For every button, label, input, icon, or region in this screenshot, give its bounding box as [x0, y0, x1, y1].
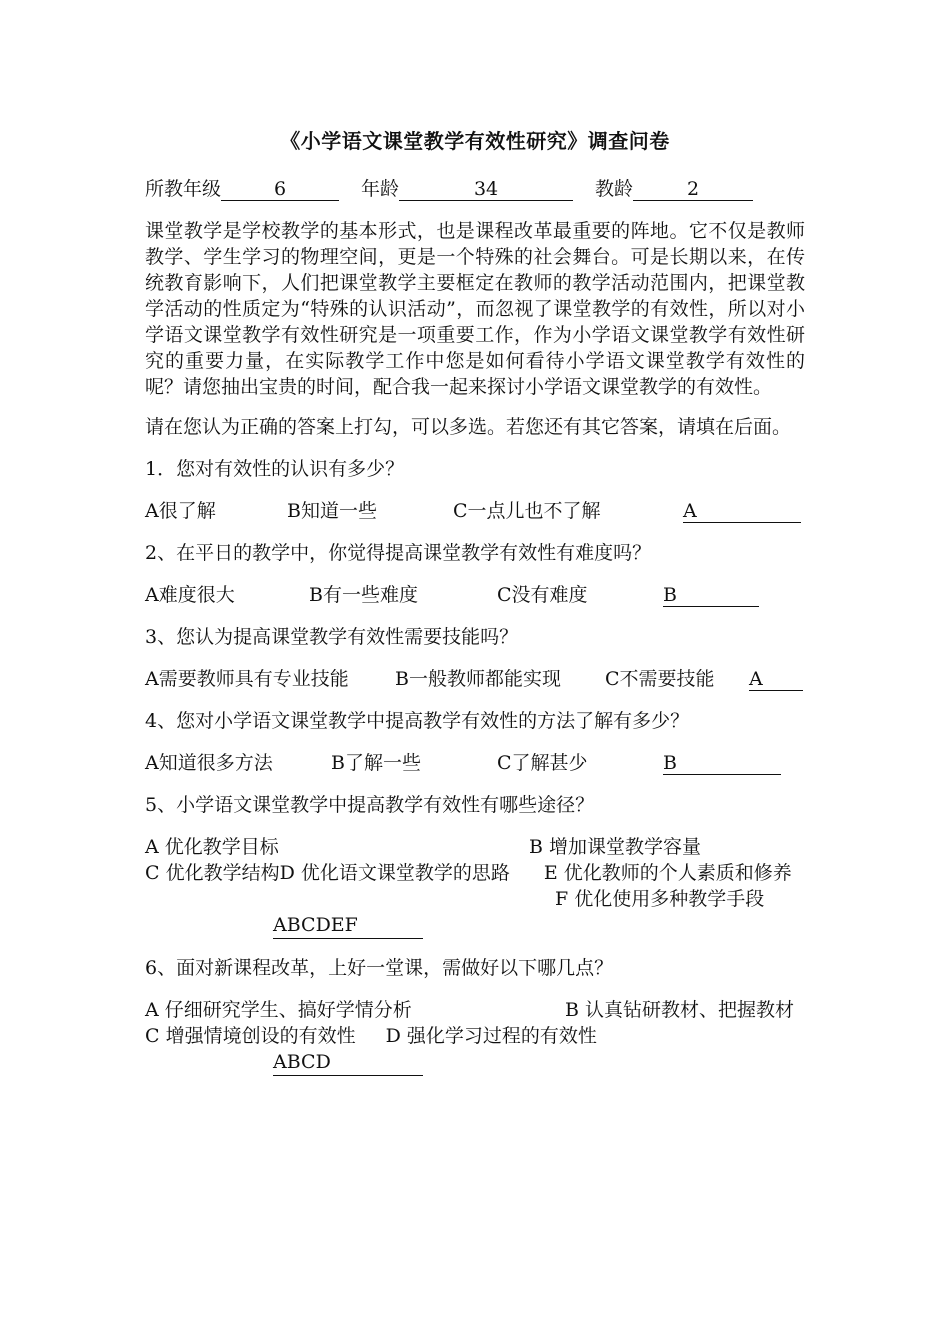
option-c[interactable]: C了解甚少 [497, 752, 588, 774]
question-2-options [145, 582, 805, 608]
option-c[interactable]: C 增强情境创设的有效性 [145, 1025, 356, 1047]
question-1: 1．您对有效性的认识有多少？ [145, 458, 405, 480]
option-c[interactable]: C 优化教学结构 [145, 862, 280, 884]
question-2-answer[interactable]: B [663, 584, 759, 607]
option-b[interactable]: B 增加课堂教学容量 [529, 836, 702, 858]
grade-value[interactable]: 6 [221, 178, 339, 201]
option-b[interactable]: B知道一些 [287, 500, 377, 522]
option-b[interactable]: B 认真钻研教材、把握教材 [565, 999, 795, 1021]
age-value[interactable]: 34 [399, 178, 573, 201]
question-3-answer[interactable]: A [749, 668, 803, 691]
question-6: 6、面对新课程改革，上好一堂课，需做好以下哪几点？ [145, 957, 614, 979]
document-title: 《小学语文课堂教学有效性研究》调查问卷 [280, 129, 670, 153]
questionnaire-page [145, 125, 805, 1076]
question-3-options [145, 666, 805, 692]
instruction-paragraph: 请在您认为正确的答案上打勾，可以多选。若您还有其它答案，请填在后面。 [145, 416, 792, 438]
option-d[interactable]: D 优化语文课堂教学的思路 [279, 862, 510, 884]
question-4: 4、您对小学语文课堂教学中提高教学有效性的方法了解有多少？ [145, 710, 690, 732]
option-c[interactable]: C不需要技能 [605, 668, 715, 690]
question-5-answer[interactable]: ABCDEF [273, 912, 423, 939]
option-b[interactable]: B一般教师都能实现 [395, 668, 561, 690]
option-c[interactable]: C一点儿也不了解 [453, 500, 601, 522]
question-1-options [145, 498, 805, 524]
option-a[interactable]: A知道很多方法 [145, 752, 273, 774]
intro-paragraph: 课堂教学是学校教学的基本形式，也是课程改革最重要的阵地。它不仅是教师教学、学生学习的物理空间，更是一个特殊的社会舞台。可是长期以来，在传统教育影响下，人们把课堂教学主要框定在教师的教学活动范围内，把课堂教学活动的性质定为“特殊的认识活动”，而忽视了课堂教学的有效性，所以对小学语文课堂教学有效性研究是一项重要工作，作为小学语文课堂教学有效性研究的重要力量，在实际教学工作中您是如何看待小学语文课堂教学有效性的呢？请您抽出宝贵的时间，配合我一起来探讨小学语文课堂教学的有效性。 [145, 220, 805, 398]
option-a[interactable]: A很了解 [145, 500, 216, 522]
option-a[interactable]: A 优化教学目标 [145, 836, 279, 858]
question-5: 5、小学语文课堂教学中提高教学有效性有哪些途径？ [145, 794, 595, 816]
teaching-years-label: 教龄 [595, 178, 634, 200]
option-b[interactable]: B了解一些 [331, 752, 421, 774]
question-2: 2、在平日的教学中，你觉得提高课堂教学有效性有难度吗？ [145, 542, 652, 564]
question-1-answer[interactable]: A [683, 500, 801, 523]
option-d[interactable]: D 强化学习过程的有效性 [385, 1025, 597, 1047]
option-b[interactable]: B有一些难度 [309, 584, 418, 606]
teacher-info-line [145, 176, 805, 202]
option-a[interactable]: A需要教师具有专业技能 [145, 668, 349, 690]
grade-label: 所教年级 [145, 178, 222, 200]
question-6-answer[interactable]: ABCD [273, 1049, 423, 1076]
age-label: 年龄 [361, 178, 400, 200]
option-a[interactable]: A难度很大 [145, 584, 235, 606]
question-6-options [145, 997, 805, 1076]
option-a[interactable]: A 仔细研究学生、搞好学情分析 [145, 999, 412, 1021]
question-4-answer[interactable]: B [663, 752, 781, 775]
teaching-years-value[interactable]: 2 [633, 178, 753, 201]
question-4-options [145, 750, 805, 776]
option-c[interactable]: C没有难度 [497, 584, 588, 606]
question-5-options [145, 834, 805, 939]
question-3: 3、您认为提高课堂教学有效性需要技能吗？ [145, 626, 519, 648]
option-e[interactable]: E 优化教师的个人素质和修养 [543, 862, 792, 884]
option-f[interactable]: F 优化使用多种教学手段 [555, 888, 765, 910]
